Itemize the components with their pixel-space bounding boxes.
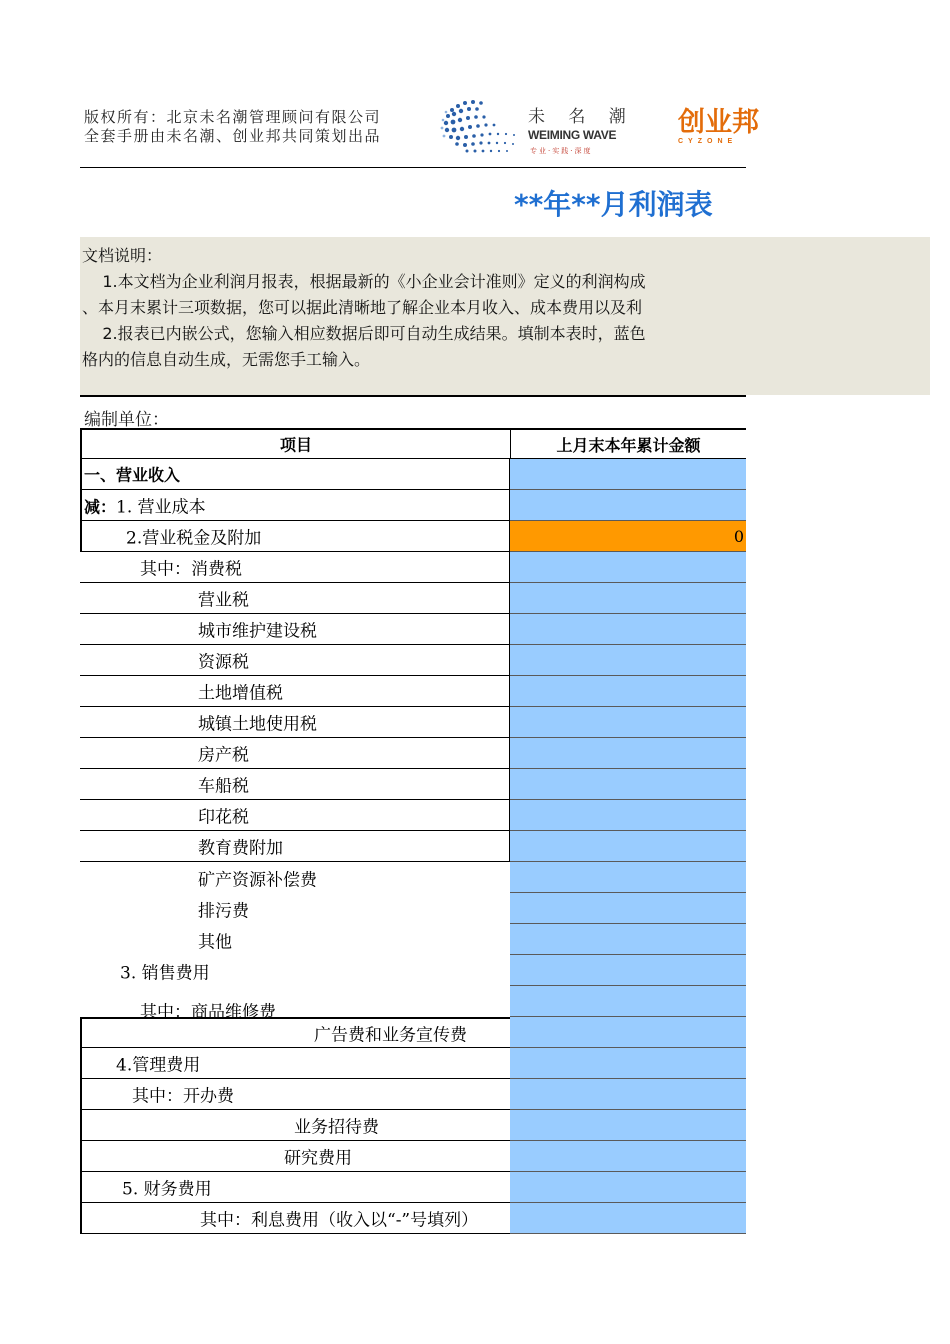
row-item-text: 排污费 (198, 901, 249, 921)
cyzone-logo-text: 创业邦 (678, 107, 759, 138)
row-item-cell (80, 831, 510, 862)
row-item-label (198, 772, 249, 797)
row-item-label (198, 710, 317, 735)
row-item-cell (80, 1110, 510, 1141)
table-row (80, 1079, 746, 1110)
copyright-line-1: 版权所有：北京未名潮管理顾问有限公司 (84, 108, 382, 126)
row-item-label (314, 1021, 467, 1046)
notes-line: 、本月末累计三项数据，您可以据此清晰地了解企业本月收入、成本费用以及利 (82, 298, 643, 317)
cyzone-logo-subtitle: CYZONE (678, 138, 738, 145)
row-item-text: 1. 营业成本 (116, 497, 206, 518)
row-item-text: 其他 (198, 932, 232, 952)
row-item-cell (80, 521, 510, 552)
table-row (80, 1110, 746, 1141)
input-value-cell[interactable] (510, 1079, 746, 1110)
input-value-cell[interactable] (510, 1141, 746, 1172)
input-value-cell[interactable] (510, 459, 746, 490)
input-value-cell[interactable] (510, 986, 746, 1017)
row-item-cell (80, 738, 510, 769)
row-item-text: 业务招待费 (294, 1117, 379, 1138)
row-item-cell (80, 1203, 510, 1234)
notes-line: 2.报表已内嵌公式，您输入相应数据后即可自动生成结果。填制本表时，蓝色 (82, 324, 646, 343)
row-item-label (198, 741, 249, 766)
copyright-text (84, 108, 381, 146)
input-value-cell[interactable] (510, 831, 746, 862)
row-item-label (120, 958, 210, 983)
row-item-label (84, 463, 180, 486)
input-value-cell[interactable] (510, 614, 746, 645)
weiming-wave-logo-title: 未 名 潮 (528, 107, 635, 127)
column-header-item-label: 项目 (279, 435, 312, 455)
row-item-label (132, 1082, 234, 1107)
row-item-text: 车船税 (198, 776, 249, 797)
row-item-cell (80, 645, 510, 676)
notes-divider (80, 395, 746, 397)
row-item-label (200, 1206, 478, 1231)
row-item-cell (80, 552, 510, 583)
input-value-cell[interactable] (510, 645, 746, 676)
row-item-text: 城市维护建设税 (198, 621, 317, 642)
input-value-cell[interactable] (510, 924, 746, 955)
row-item-text: 5. 财务费用 (122, 1179, 212, 1200)
row-item-text: 资源税 (198, 652, 249, 673)
row-item-cell (80, 614, 510, 645)
table-row (80, 831, 746, 862)
row-item-label (84, 493, 206, 518)
row-item-text: 房产税 (198, 745, 249, 766)
row-item-cell (80, 986, 510, 1022)
row-item-text: 印花税 (198, 807, 249, 828)
formula-value-cell: 0 (510, 521, 746, 552)
row-item-text: 一、营业收入 (84, 465, 181, 485)
input-value-cell[interactable] (510, 769, 746, 800)
input-value-cell[interactable] (510, 1048, 746, 1079)
table-row (80, 1141, 746, 1172)
table-row (80, 707, 746, 738)
input-value-cell[interactable] (510, 707, 746, 738)
input-value-cell[interactable] (510, 738, 746, 769)
row-item-label (140, 555, 242, 580)
row-item-cell (80, 924, 510, 955)
row-item-label (284, 1144, 352, 1169)
row-item-cell (80, 893, 510, 924)
row-item-cell (80, 459, 510, 490)
row-item-prefix: 减： (84, 497, 117, 517)
row-item-text: 4.管理费用 (116, 1055, 201, 1076)
row-item-cell (80, 955, 510, 986)
notes-line: 1.本文档为企业利润月报表，根据最新的《小企业会计准则》定义的利润构成 (82, 272, 646, 291)
input-value-cell[interactable] (510, 1110, 746, 1141)
row-item-label (294, 1113, 379, 1138)
table-row (80, 738, 746, 769)
weiming-wave-logo-tagline: 专业·实践·深度 (530, 147, 593, 155)
input-value-cell[interactable] (510, 862, 746, 893)
cyzone-logo (678, 107, 759, 148)
table-row (80, 955, 746, 986)
row-item-text: 研究费用 (284, 1148, 352, 1169)
row-item-text: 2.营业税金及附加 (126, 528, 262, 549)
table-row (80, 583, 746, 614)
row-item-text: 广告费和业务宣传费 (314, 1025, 467, 1046)
document-notes (80, 237, 930, 395)
table-row (80, 769, 746, 800)
weiming-wave-logo-subtitle: WEIMING WAVE (528, 128, 617, 142)
input-value-cell[interactable] (510, 893, 746, 924)
row-item-text: 3. 销售费用 (120, 963, 210, 983)
row-item-cell (80, 490, 510, 521)
table-row (80, 862, 746, 893)
document-notes-text (82, 243, 748, 373)
row-item-cell (80, 583, 510, 614)
row-item-cell (80, 1017, 510, 1048)
table-row (80, 521, 746, 552)
table-row (80, 1017, 746, 1048)
input-value-cell[interactable] (510, 800, 746, 831)
table-row (80, 1172, 746, 1203)
row-item-label (198, 679, 283, 704)
table-row (80, 614, 746, 645)
table-row (80, 676, 746, 707)
row-item-label (198, 803, 249, 828)
input-value-cell[interactable] (510, 1017, 746, 1048)
input-value-cell[interactable] (510, 552, 746, 583)
input-value-cell[interactable] (510, 955, 746, 986)
row-item-text: 营业税 (198, 590, 249, 611)
preparing-unit-label: 编制单位： (84, 410, 169, 430)
table-row (80, 924, 746, 955)
table-row (80, 893, 746, 924)
row-item-cell (80, 707, 510, 738)
table-row (80, 1048, 746, 1079)
input-value-cell[interactable] (510, 490, 746, 521)
input-value-cell[interactable] (510, 1203, 746, 1234)
notes-line: 格内的信息自动生成，无需您手工输入。 (82, 350, 371, 369)
profit-statement-table (80, 428, 746, 1234)
row-item-label (198, 834, 283, 859)
row-item-label (198, 896, 249, 921)
row-item-text: 其中：开办费 (132, 1086, 234, 1107)
row-item-text: 其中：商品维修费 (140, 1002, 276, 1022)
row-item-text: 城镇土地使用税 (198, 714, 317, 735)
table-row (80, 490, 746, 521)
row-item-cell (80, 769, 510, 800)
row-item-cell (80, 1048, 510, 1079)
row-item-label (198, 865, 317, 890)
row-item-text: 其中：利息费用（收入以“-”号填列） (200, 1210, 479, 1231)
input-value-cell[interactable] (510, 676, 746, 707)
row-item-label (198, 927, 232, 952)
row-item-cell (80, 862, 510, 893)
row-item-label (122, 1175, 212, 1200)
row-item-label (198, 617, 317, 642)
row-item-label (116, 1051, 200, 1076)
table-row (80, 986, 746, 1022)
row-item-text: 教育费附加 (198, 838, 283, 859)
row-item-cell (80, 676, 510, 707)
row-item-cell (80, 1172, 510, 1203)
row-item-cell (80, 800, 510, 831)
column-header-value: 上月末本年累计金额 (510, 428, 746, 459)
row-item-text: 其中：消费税 (140, 559, 242, 580)
page-title: **年**月利润表 (514, 188, 713, 221)
notes-line: 文档说明： (82, 246, 163, 265)
header-divider (80, 167, 746, 168)
copyright-line-2: 全套手册由未名潮、创业邦共同策划出品 (84, 127, 382, 145)
row-item-label (198, 648, 249, 673)
input-value-cell[interactable] (510, 1172, 746, 1203)
row-item-label (198, 586, 249, 611)
table-header-row (80, 428, 746, 459)
table-row (80, 1203, 746, 1234)
row-item-text: 土地增值税 (198, 683, 283, 704)
input-value-cell[interactable] (510, 583, 746, 614)
table-row (80, 800, 746, 831)
row-item-text: 矿产资源补偿费 (198, 870, 317, 890)
row-item-label (126, 524, 261, 549)
row-item-cell (80, 1141, 510, 1172)
table-row (80, 645, 746, 676)
row-item-cell (80, 1079, 510, 1110)
table-row (80, 459, 746, 490)
column-header-item (80, 428, 510, 459)
table-row (80, 552, 746, 583)
